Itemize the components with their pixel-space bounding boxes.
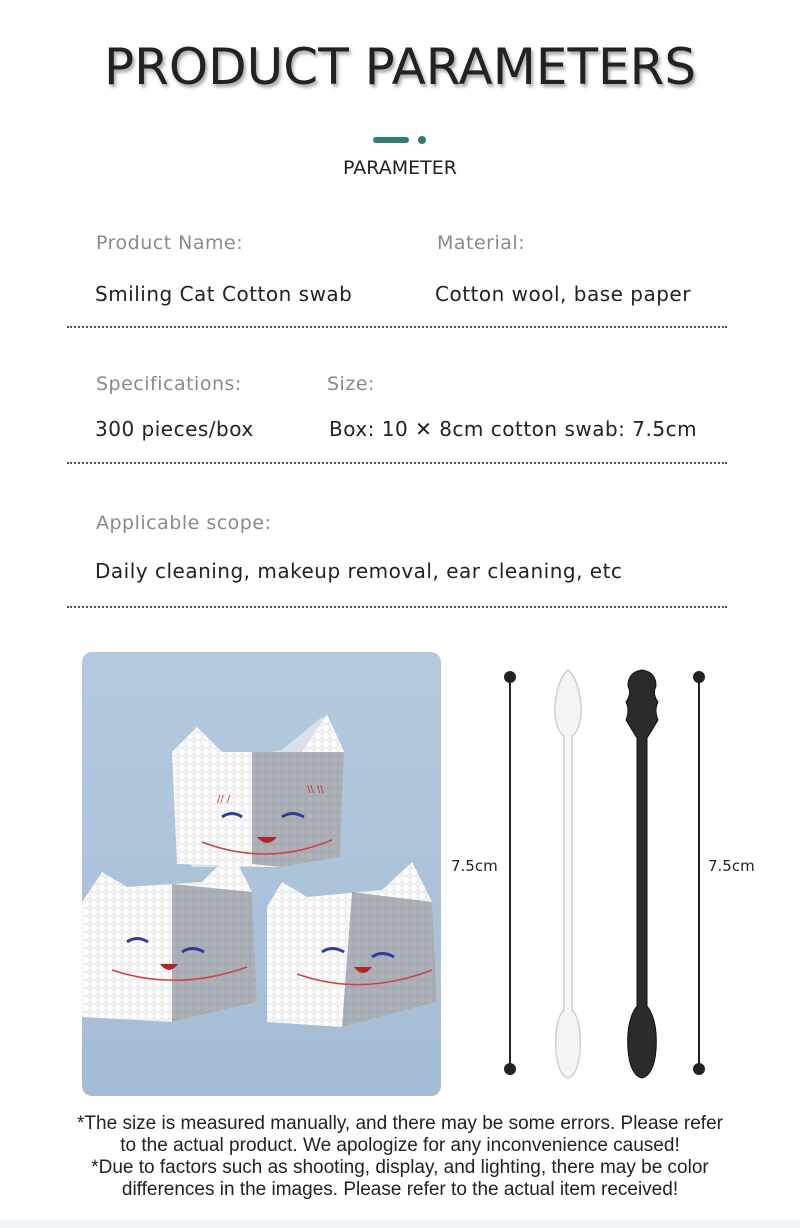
product-name-value: Smiling Cat Cotton swab <box>95 282 353 306</box>
size-label: Size: <box>327 373 375 395</box>
divider <box>67 462 727 464</box>
material-value: Cotton wool, base paper <box>435 282 691 306</box>
size-value: Box: 10 ✕ 8cm cotton swab: 7.5cm <box>329 417 698 441</box>
measure-line-left <box>504 671 516 1075</box>
note-line: *Due to factors such as shooting, display, and lighting, there may be color <box>91 1157 709 1178</box>
white-cotton-swab <box>555 670 581 1078</box>
svg-text:// /: // / <box>217 794 231 805</box>
decoration-bar <box>373 137 409 143</box>
note-line: to the actual product. We apologize for any inconvenience caused! <box>120 1135 680 1156</box>
decoration-dot <box>418 136 426 144</box>
disclaimer-notes <box>20 1113 780 1201</box>
divider <box>67 326 727 328</box>
material-label: Material: <box>437 232 526 254</box>
note-line: *The size is measured manually, and there may be some errors. Please refer <box>77 1113 723 1134</box>
specifications-value: 300 pieces/box <box>95 417 254 441</box>
scope-label: Applicable scope: <box>96 512 272 534</box>
measure-line-right <box>693 671 705 1075</box>
page-title: PRODUCT PARAMETERS <box>103 38 697 96</box>
divider <box>67 606 727 608</box>
black-cotton-swab <box>626 670 658 1078</box>
black-swab-length: 7.5cm <box>708 857 755 875</box>
product-name-label: Product Name: <box>96 232 244 254</box>
title-decoration <box>373 135 433 145</box>
svg-text:\\ \\: \\ \\ <box>307 784 324 795</box>
specifications-label: Specifications: <box>96 373 242 395</box>
section-subtitle: PARAMETER <box>343 157 457 179</box>
note-line: differences in the images. Please refer to the actual item received! <box>121 1179 679 1200</box>
cat-cotton-box-photo <box>82 652 441 1096</box>
bottom-strip <box>0 1220 800 1228</box>
scope-value: Daily cleaning, makeup removal, ear cleaning, etc <box>95 559 623 583</box>
white-swab-length: 7.5cm <box>451 857 498 875</box>
